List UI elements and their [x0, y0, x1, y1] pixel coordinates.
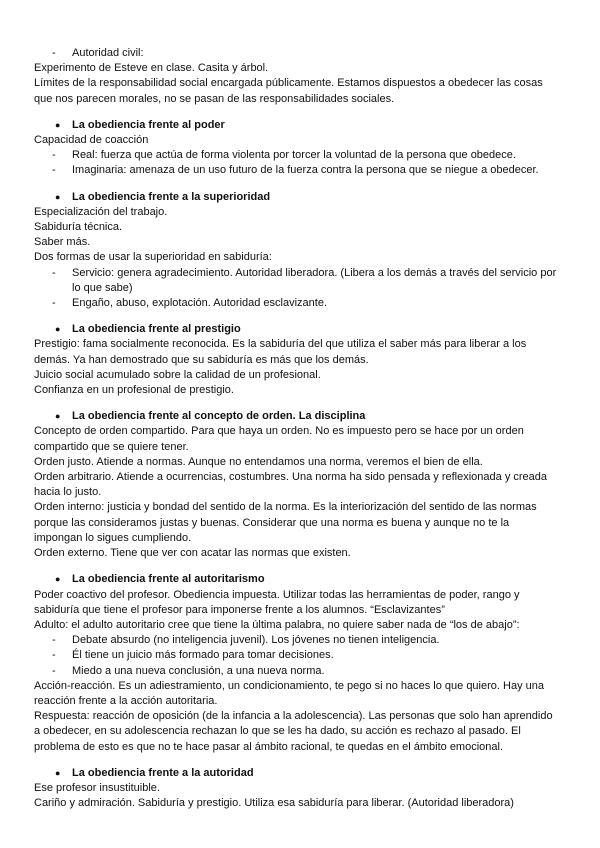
list-item: - Servicio: genera agradecimiento. Autoridad liberadora. (Libera a los demás a través del servicio por lo que sabe): [34, 266, 560, 296]
paragraph: Concepto de orden compartido. Para que haya un orden. No es impuesto pero se hace por un orden compartido que se quiere tener.: [34, 425, 524, 453]
paragraph: Respuesta: reacción de oposición (de la infancia a la adolescencia). Las personas que solo han aprendido a obedecer, en su adolescencia rechazan lo que se les ha dado, su acción es rechazo al pasado. El problema de esto es que no te hace pasar al ámbito racional, te quedas en el ámbito emocional.: [34, 710, 553, 753]
paragraph: Experimento de Esteve en clase. Casita y árbol.: [34, 62, 269, 75]
section-heading-autoridad: ● La obediencia frente a la autoridad: [34, 766, 560, 781]
list-item: - Real: fuerza que actúa de forma violenta por torcer la voluntad de la persona que obedece.: [34, 148, 560, 163]
paragraph: Orden justo. Atiende a normas. Aunque no entendamos una norma, veremos el bien de ella.: [34, 455, 483, 468]
poder-list: [34, 148, 560, 178]
section-heading-poder: ● La obediencia frente al poder: [34, 118, 560, 133]
list-item: - Miedo a una nueva conclusión, a una nueva norma.: [34, 664, 560, 679]
paragraph: Orden arbitrario. Atiende a ocurrencias, costumbres. Una norma ha sido pensada y reflexionada y creada hacia lo justo.: [34, 471, 548, 499]
section-heading-orden: ● La obediencia frente al concepto de orden. La disciplina: [34, 409, 560, 424]
paragraph: Prestigio: fama socialmente reconocida. Es la sabiduría del que utiliza el saber más para liberar a los demás. Ya han demostrado que su sabiduría es más que los demás.: [34, 338, 527, 366]
list-item: - Engaño, abuso, explotación. Autoridad esclavizante.: [34, 296, 560, 311]
list-item: - Autoridad civil:: [34, 46, 560, 61]
paragraph: Adulto: el adulto autoritario cree que tiene la última palabra, no quiere saber nada de “los de abajo”:: [34, 618, 520, 631]
paragraph: Especialización del trabajo.: [34, 205, 168, 218]
autoritarismo-list: [34, 633, 560, 679]
list-item: - Debate absurdo (no inteligencia juvenil). Los jóvenes no tienen inteligencia.: [34, 633, 560, 648]
paragraph: Ese profesor insustituible.: [34, 781, 160, 794]
paragraph: Orden externo. Tiene que ver con acatar las normas que existen.: [34, 547, 351, 560]
paragraph: Confianza en un profesional de prestigio.: [34, 384, 234, 397]
section-heading-autoritarismo: ● La obediencia frente al autoritarismo: [34, 572, 560, 587]
paragraph: Dos formas de usar la superioridad en sabiduría:: [34, 251, 272, 264]
paragraph: Límites de la responsabilidad social encargada públicamente. Estamos dispuestos a obedecer las cosas que nos parecen morales, no se pasan de las responsabilidades sociales.: [34, 77, 543, 105]
list-item: - Imaginaria: amenaza de un uso futuro de la fuerza contra la persona que se niegue a obedecer.: [34, 163, 560, 178]
superioridad-list: [34, 266, 560, 312]
paragraph: Cariño y admiración. Sabiduría y prestigio. Utiliza esa sabiduría para liberar. (Autoridad liberadora): [34, 797, 514, 810]
intro-list: [34, 46, 560, 61]
section-heading-superioridad: ● La obediencia frente a la superioridad: [34, 190, 560, 205]
paragraph: Acción-reacción. Es un adiestramiento, un condicionamiento, te pego si no haces lo que quiero. Hay una reacción frente a la acción autoritaria.: [34, 679, 544, 707]
paragraph: Juicio social acumulado sobre la calidad de un profesional.: [34, 368, 321, 381]
list-item: - Él tiene un juicio más formado para tomar decisiones.: [34, 648, 560, 663]
paragraph: Poder coactivo del profesor. Obediencia impuesta. Utilizar todas las herramientas de poder, rango y sabiduría que tiene el profesor para imponerse frente a los alumnos. “Esclavizantes”: [34, 588, 520, 616]
paragraph: Saber más.: [34, 236, 91, 249]
paragraph: Capacidad de coacción: [34, 134, 149, 147]
section-heading-prestigio: ● La obediencia frente al prestigio: [34, 322, 560, 337]
paragraph: Sabiduría técnica.: [34, 221, 123, 234]
paragraph: Orden interno: justicia y bondad del sentido de la norma. Es la interiorización del sentido de las normas porque las consideramos justas y buenas. Considerar que una norma es buena y aunque no te la impongan lo sigues cumpliendo.: [34, 501, 537, 544]
